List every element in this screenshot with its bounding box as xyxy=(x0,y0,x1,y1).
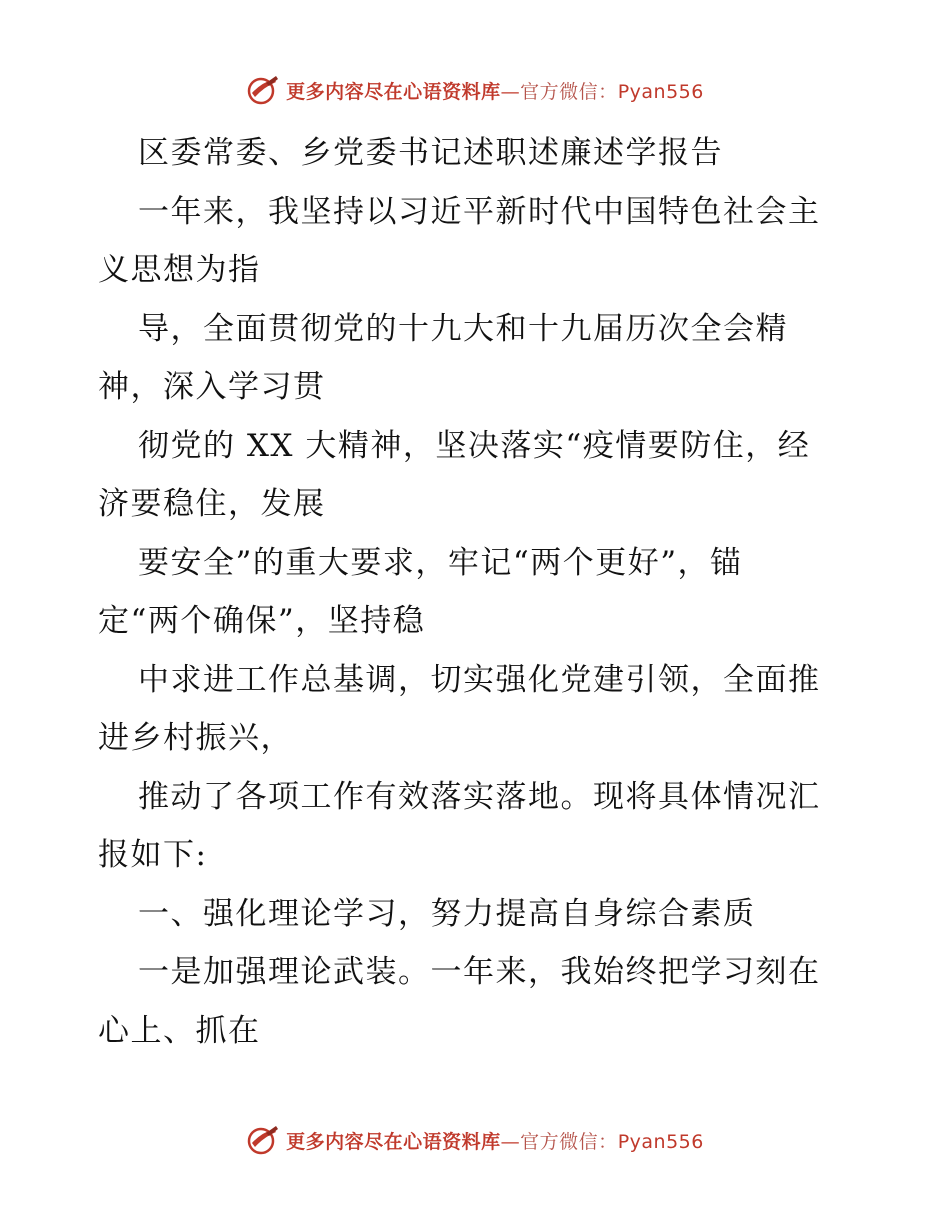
pen-logo-icon xyxy=(246,73,280,107)
document-line: 心上、抓在 xyxy=(98,1012,261,1049)
document-line: 一是加强理论武装。一年来，我始终把学习刻在 xyxy=(138,954,821,990)
watermark-brand: 更多内容尽在心语资料库 xyxy=(286,80,501,103)
document-line: 中求进工作总基调，切实强化党建引领，全面推 xyxy=(138,661,821,698)
document-line: 导，全面贯彻党的十九大和十九届历次全会精 xyxy=(138,310,788,347)
footer-watermark xyxy=(0,1120,950,1160)
document-line: 推动了各项工作有效落实落地。现将具体情况汇 xyxy=(138,778,821,815)
document-line: 报如下: xyxy=(98,837,208,873)
watermark-separator: — xyxy=(500,1130,521,1153)
document-line: 定“两个确保”，坚持稳 xyxy=(98,603,426,639)
document-line: 进乡村振兴， xyxy=(98,720,293,756)
watermark-contact-prefix: 官方微信： xyxy=(520,80,618,103)
document-line: 要安全”的重大要求，牢记“两个更好”，锚 xyxy=(138,544,743,581)
watermark-contact-id: Pyan556 xyxy=(617,1130,704,1153)
watermark-contact-id: Pyan556 xyxy=(617,80,704,103)
document-line: 神，深入学习贯 xyxy=(98,369,326,405)
document-line: 彻党的 XX 大精神，坚决落实“疫情要防住，经 xyxy=(138,427,811,464)
watermark-brand: 更多内容尽在心语资料库 xyxy=(286,1130,501,1153)
pen-logo-icon xyxy=(246,1123,280,1157)
watermark-separator: — xyxy=(500,80,521,103)
document-line: 一、强化理论学习，努力提高自身综合素质 xyxy=(138,895,756,932)
document-body xyxy=(98,124,858,1060)
document-line: 义思想为指 xyxy=(98,252,261,288)
document-line: 一年来，我坚持以习近平新时代中国特色社会主 xyxy=(138,193,821,230)
document-line: 区委常委、乡党委书记述职述廉述学报告 xyxy=(138,135,723,171)
document-line: 济要稳住，发展 xyxy=(98,486,326,522)
watermark-contact-prefix: 官方微信： xyxy=(520,1130,618,1153)
header-watermark xyxy=(0,70,950,110)
